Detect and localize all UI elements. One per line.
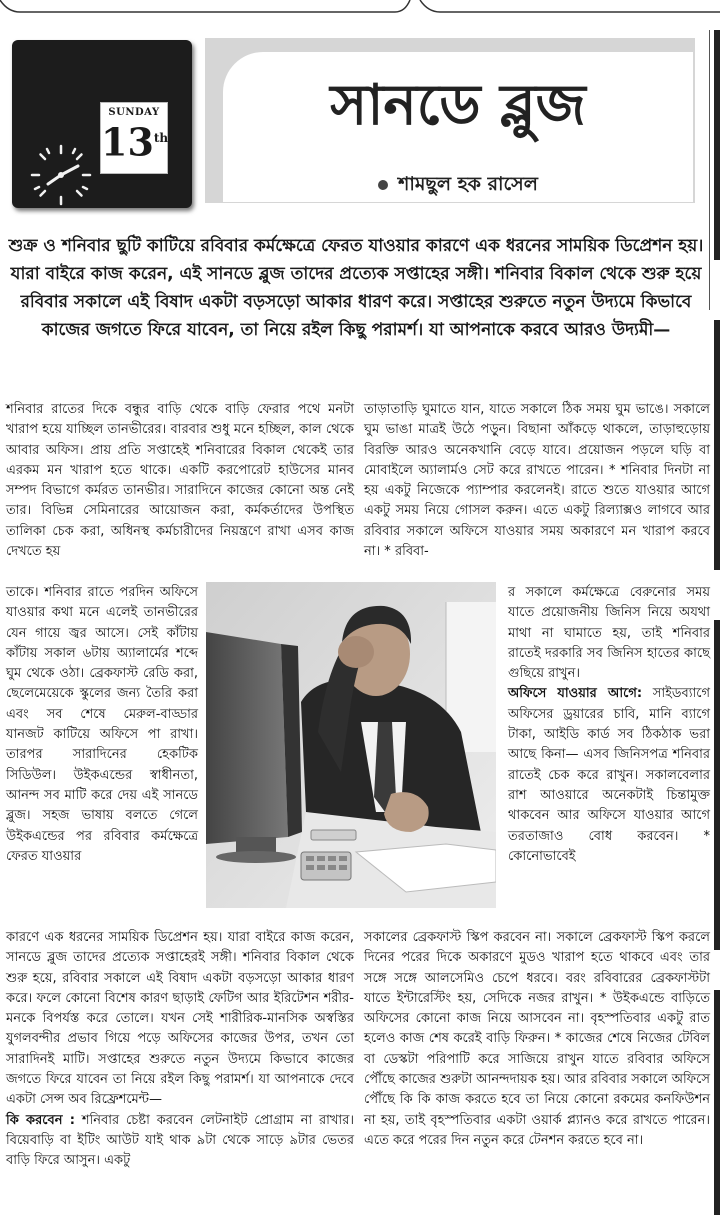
left-column-bottom: [6, 928, 354, 1172]
right-edge-bars: [714, 30, 720, 1215]
office-heading: অফিসে যাওয়ার আগে:: [508, 686, 643, 702]
paragraph: সকালের ব্রেকফাস্ট স্কিপ করবেন না। সকালে ব্রেকফাস্ট স্কিপ করলে দিনের পরের দিকে অকারণে মুডও খারাপ হতে থাকবে এবং তার সঙ্গে সঙ্গে আলসেমিও চেপে ধরবে। বরং রবিবারের ব্রেকফাস্টটা যাতে ইন্টারেস্টিং হয়, সেদিকে নজর রাখুন। * উইকএন্ডে বাড়িতে অফিসের কোনো কাজ নিয়ে আসবেন না। বৃহস্পতিবার একটু রাত হলেও কাজ শেষ করেই বাড়ি ফিরুন। * কাজের শেষে নিজের টেবিল বা ডেস্কটা পরিপাটি করে সাজিয়ে রাখুন যাতে রবিবার অফিসে পৌঁছে কাজের শুরুটা আনন্দদায়ক হয়। আর রবিবার সকালে অফিসে পৌঁছে কি কি কাজ করতে হবে তা নিয়ে কোনো রকমের কনফিউশন না হয়, তাই বৃহস্পতিবার একটা ওয়ার্ক প্ল্যানও করে রাখতে পারেন। এতে করে পরের দিন নতুন করে টেনশন করতে হবে না।: [364, 930, 710, 1148]
left-column-top: [6, 400, 354, 562]
stressed-man-photo: [206, 582, 496, 908]
office-paragraph: [508, 684, 710, 867]
tips-text: শনিবার চেষ্টা করবেন লেটনাইট প্রোগ্রাম না রাখার। বিয়েবাড়ি বা ইটিং আউট যাই থাক ৯টা থেকে সাড়ে ৯টার ভেতর বাড়ি ফিরে আসুন। একটু: [6, 1112, 354, 1169]
intro-paragraph: শুক্র ও শনিবার ছুটি কাটিয়ে রবিবার কর্মক্ষেত্রে ফেরত যাওয়ার কারণে এক ধরনের সাময়িক ডিপ্রেশন হয়। যারা বাইরে কাজ করেন, এই সানডে ব্লুজ তাদের প্রত্যেক সপ্তাহের সঙ্গী। শনিবার বিকাল থেকে শুরু হয়ে রবিবার সকালে এই বিষাদ একটা বড়সড়ো আকার ধারণ করে। সপ্তাহের শুরুতে নতুন উদ্যমে কিভাবে কাজের জগতে ফিরে যাবেন, তা নিয়ে রইল কিছু পরামর্শ। যা আপনাকে করবে আরও উদ্যমী—: [8, 236, 704, 340]
paragraph: র সকালে কর্মক্ষেত্রে বেরুনোর সময় যাতে প্রয়োজনীয় জিনিস নিয়ে অযথা মাথা না ঘামাতে হয়, তাই শনিবার রাতেই দরকারি সব জিনিস হাতের কাছে গুছিয়ে রাখুন।: [508, 585, 710, 682]
author-name: শামছুল হক রাসেল: [398, 173, 538, 195]
calendar-date: 13th: [101, 119, 169, 165]
calendar-clock-graphic: [12, 40, 192, 208]
tips-paragraph: [6, 1111, 354, 1172]
top-border: [0, 0, 720, 14]
side-rule: [709, 30, 710, 310]
left-column-mid: [6, 583, 198, 867]
calendar-day: SUNDAY: [108, 107, 160, 118]
right-column-top: [364, 400, 710, 562]
right-column-mid: [508, 583, 710, 867]
office-text: সাইডব্যাগে অফিসের ড্রয়ারের চাবি, মানি ব্যাগে টাকা, আইডি কার্ড সব ঠিকঠাক ভরা আছে কিনা— এসব জিনিসপত্র শনিবার রাতেই চেক করে রাখুন। সকালবেলার রাশ আওয়ারে অনেকটাই চিন্তামুক্ত থাকবেন আর অফিসে যাওয়ার আগে তরতাজাও বোধ করবেন। * কোনোভাবেই: [508, 686, 711, 864]
clock-icon: [26, 140, 96, 210]
title-banner: [205, 38, 695, 203]
paragraph: তাকে। শনিবার রাতে পরদিন অফিসে যাওয়ার কথা মনে এলেই তানভীরের যেন গায়ে জ্বর আসে। সেই কাঁটায় কাঁটায় সকাল ৬টায় অ্যালার্মের শব্দে ঘুম থেকে ওঠা। ব্রেকফাস্ট রেডি করা, ছেলেমেয়েকে স্কুলের জন্য তৈরি করা এবং সব শেষে মেরুল-বাড্ডার যানজট কাটিয়ে অফিসে পা রাখা। তারপর সারাদিনের হেকটিক সিডিউল। উইকএন্ডের স্বাধীনতা, আনন্দ সব মাটি করে দেয় এই সানডে ব্লুজ। সহজ ভাষায় বলতে গেলে উইকএন্ডের পর রবিবার কর্মক্ষেত্রে ফেরত যাওয়ার: [6, 585, 198, 864]
right-column-bottom: [364, 928, 710, 1151]
title-panel: [223, 52, 693, 202]
article-title: সানডে ব্লুজ: [330, 72, 586, 138]
paragraph: তাড়াতাড়ি ঘুমাতে যান, যাতে সকালে ঠিক সময় ঘুম ভাঙে। সকালে ঘুম ভাঙা মাত্রই উঠে পড়ুন। বিছানা আঁকড়ে থাকলে, তাড়াহুড়োয় বিরক্তি আরও অনেকখানি বেড়ে যাবে। প্রয়োজন পড়লে ঘড়ি বা মোবাইলে অ্যালার্মও সেট করে রাখতে পারেন। * শনিবার দিনটা না হয় একটু নিজেকে প্যাম্পার করলেনই। রাতে শুতে যাওয়ার আগে একটু সময় নিয়ে গোসল করুন। এতে একটু রিল্যাক্সও লাগবে আর রবিবার সকালে অফিসে যাওয়ার সময় অকারণে মন খারাপ করবে না। * রবিবা-: [364, 402, 710, 560]
tips-heading: কি করবেন :: [6, 1112, 75, 1128]
paragraph: শনিবার রাতের দিকে বন্ধুর বাড়ি থেকে বাড়ি ফেরার পথে মনটা খারাপ হয়ে যাচ্ছিল তানভীরের। বারবার শুধু মনে হচ্ছিল, কাল থেকে আবার অফিস। প্রায় প্রতি সপ্তাহেই শনিবারের বিকাল থেকেই তার এরকম মন খারাপ হতে থাকে। একটি করপোরেট হাউসের মানব সম্পদ বিভাগে কর্মরত তানভীর। সারাদিনে কাজের কোনো অন্ত নেই তার। বিভিন্ন সেমিনারের আয়োজন করা, কর্মকর্তাদের উপস্থিত তালিকা চেক করা, অধিনস্থ কর্মচারীদের নিয়ন্ত্রণে রাখা এসব কাজ দেখতে হয়: [6, 402, 354, 560]
byline: [223, 170, 693, 202]
paragraph: কারণে এক ধরনের সাময়িক ডিপ্রেশন হয়। যারা বাইরে কাজ করেন, সানডে ব্লুজ তাদের প্রত্যেক সপ্তাহেরই সঙ্গী। শনিবার বিকাল থেকে শুরু হয়ে, রবিবার সকালে এই বিষাদ একটা বড়সড়ো আকার ধারণ করে। ফলে কোনো বিশেষ কারণ ছাড়াই ফেটিগ আর ইরিটেশন শরীর-মনকে বিপর্যস্ত করে তোলে। যখন সেই শারীরিক-মানসিক অস্বস্তির যুগলবন্দীর প্রভাব গিয়ে পড়ে অফিসের কাজের উপর, তখন তো সারাদিনই মাটি। সপ্তাহের শুরুতে নতুন উদ্যমে কিভাবে কাজের জগতে ফিরে যাবেন তা নিয়ে রইল কিছু পরামর্শ। যা আপনাকে দেবে একটা সেন্স অব রিফ্রেশমেন্ট—: [6, 930, 354, 1108]
bullet-icon: [378, 180, 388, 190]
calendar-card: [100, 102, 168, 174]
